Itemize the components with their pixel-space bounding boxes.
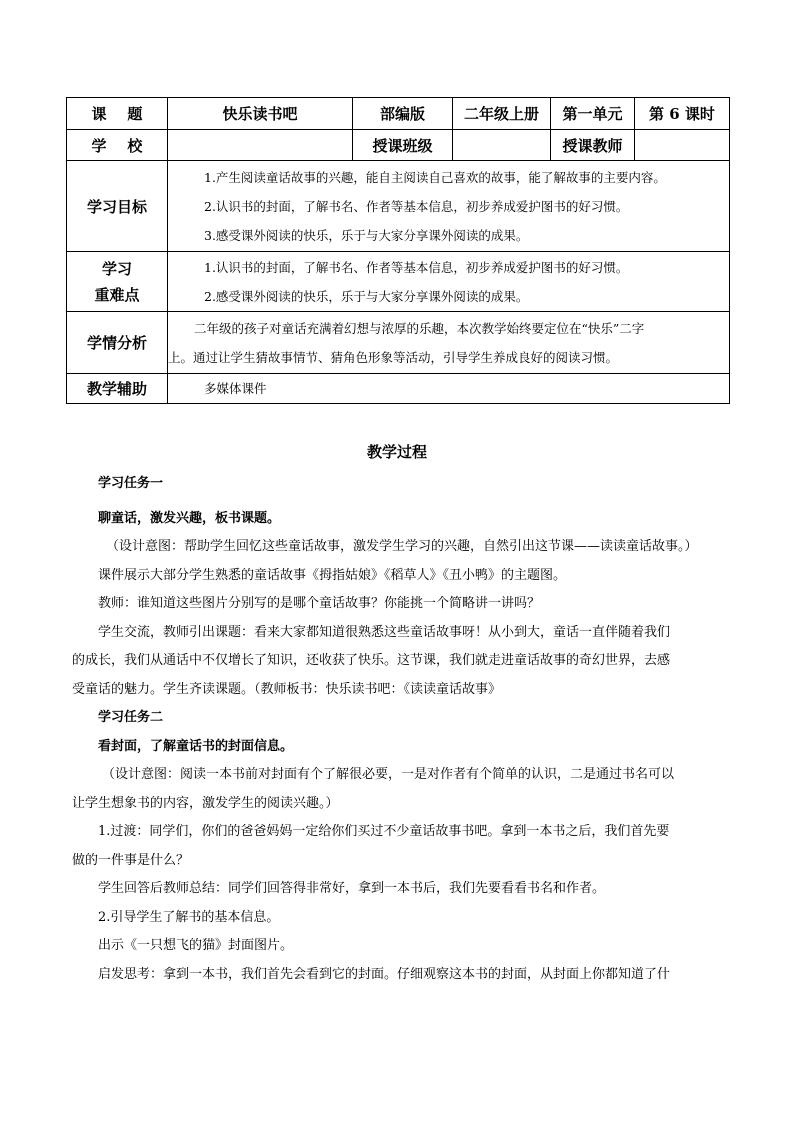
- class-value: [453, 130, 551, 161]
- teacher-value: [635, 130, 730, 161]
- task2-paragraph: 学生回答后教师总结：同学们回答得非常好，拿到一本书后，我们先要看看书名和作者。: [98, 881, 606, 896]
- goals-label: 学习目标: [67, 161, 168, 252]
- key-points-label-line1: 学习: [101, 259, 132, 278]
- task1-paragraph: 受童话的魅力。学生齐读课题。（教师板书：快乐读书吧：《读读童话故事》: [72, 681, 502, 697]
- task1-paragraph: 课件展示大部分学生熟悉的童话故事《拇指姑娘》《稻草人》《丑小鸭》的主题图。: [98, 567, 567, 583]
- task2-title: 学习任务二: [98, 710, 164, 725]
- school-label: 学 校: [67, 130, 168, 161]
- task1-paragraph: 教师：谁知道这些图片分别写的是哪个童话故事？你能挑一个简略讲一讲吗？: [98, 596, 541, 611]
- task2-paragraph: 做的一件事是什么？: [72, 852, 190, 868]
- table-row-analysis: [67, 312, 730, 374]
- edition: 部编版: [353, 98, 453, 130]
- table-row-goals: [67, 161, 730, 252]
- task2-heading: 看封面，了解童话书的封面信息。: [98, 738, 294, 754]
- school-value: [168, 130, 353, 161]
- lesson-info-table: [66, 97, 730, 404]
- key-point-item: 1.认识书的封面，了解书名、作者等基本信息，初步养成爱护图书的好习惯。: [204, 259, 629, 275]
- topic-label: 课 题: [67, 98, 168, 130]
- process-body: [72, 470, 732, 989]
- task1-title: 学习任务一: [98, 476, 164, 491]
- lesson-title: 快乐读书吧: [168, 98, 353, 130]
- aids-label: 教学辅助: [67, 374, 168, 404]
- aids-content: [168, 374, 730, 404]
- key-points-content: [168, 252, 730, 312]
- task1-paragraph: 学生交流，教师引出课题：看来大家都知道很熟悉这些童话故事呀！从小到大，童话一直伴随着我们: [98, 624, 671, 640]
- grade: 二年级上册: [453, 98, 551, 130]
- analysis-line: 上。通过让学生猜故事情节、猜角色形象等活动，引导学生养成良好的阅读习惯。: [168, 349, 619, 365]
- analysis-label: 学情分析: [67, 312, 168, 374]
- goal-item: 1.产生阅读童话故事的兴趣，能自主阅读自己喜欢的故事，能了解故事的主要内容。: [204, 169, 666, 185]
- key-points-label-line2: 重难点: [94, 285, 140, 304]
- table-row-aids: [67, 374, 730, 404]
- task2-paragraph: 出示《一只想飞的猫》封面图片。: [98, 938, 294, 953]
- task2-paragraph: 启发思考：拿到一本书，我们首先会看到它的封面。仔细观察这本书的封面，从封面上你都知道了什: [98, 966, 671, 982]
- teacher-label: 授课教师: [551, 130, 635, 161]
- task2-design: 让学生想象书的内容，激发学生的阅读兴趣。）: [72, 795, 339, 811]
- key-point-item: 2.感受课外阅读的快乐，乐于与大家分享课外阅读的成果。: [204, 288, 529, 304]
- task1-heading: 聊童话，激发兴趣，板书课题。: [98, 510, 281, 526]
- analysis-line: 二年级的孩子对童话充满着幻想与浓厚的乐趣，本次教学始终要定位在“快乐”二字: [194, 320, 645, 336]
- table-row-key-points: [67, 252, 730, 312]
- goal-item: 3.感受课外阅读的快乐，乐于与大家分享课外阅读的成果。: [204, 227, 529, 243]
- task2-design: （设计意图：阅读一本书前对封面有个了解很必要，一是对作者有个简单的认识，二是通过书名可以: [102, 767, 675, 782]
- table-row-topic: [67, 98, 730, 130]
- table-row-school: [67, 130, 730, 161]
- class-label: 授课班级: [353, 130, 453, 161]
- analysis-content: [168, 312, 730, 374]
- key-points-label: [67, 252, 168, 312]
- task1-design: （设计意图：帮助学生回忆这些童话故事，激发学生学习的兴趣，自然引出这节课——读读童话故事。）: [106, 539, 698, 554]
- aids-value: 多媒体课件: [204, 381, 267, 396]
- process-title: 教学过程: [366, 443, 427, 461]
- goals-content: [168, 161, 730, 252]
- task2-paragraph: 2.引导学生了解书的基本信息。: [98, 909, 280, 925]
- task2-paragraph: 1.过渡：同学们，你们的爸爸妈妈一定给你们买过不少童话故事书吧。拿到一本书之后，我们首先要: [98, 824, 670, 839]
- goal-item: 2.认识书的封面，了解书名、作者等基本信息，初步养成爱护图书的好习惯。: [204, 198, 629, 214]
- task1-paragraph: 的成长，我们从通话中不仅增长了知识，还收获了快乐。这节课，我们就走进童话故事的奇幻世界，去感: [72, 653, 671, 668]
- lesson-number: 第 6 课时: [635, 98, 730, 130]
- unit: 第一单元: [551, 98, 635, 130]
